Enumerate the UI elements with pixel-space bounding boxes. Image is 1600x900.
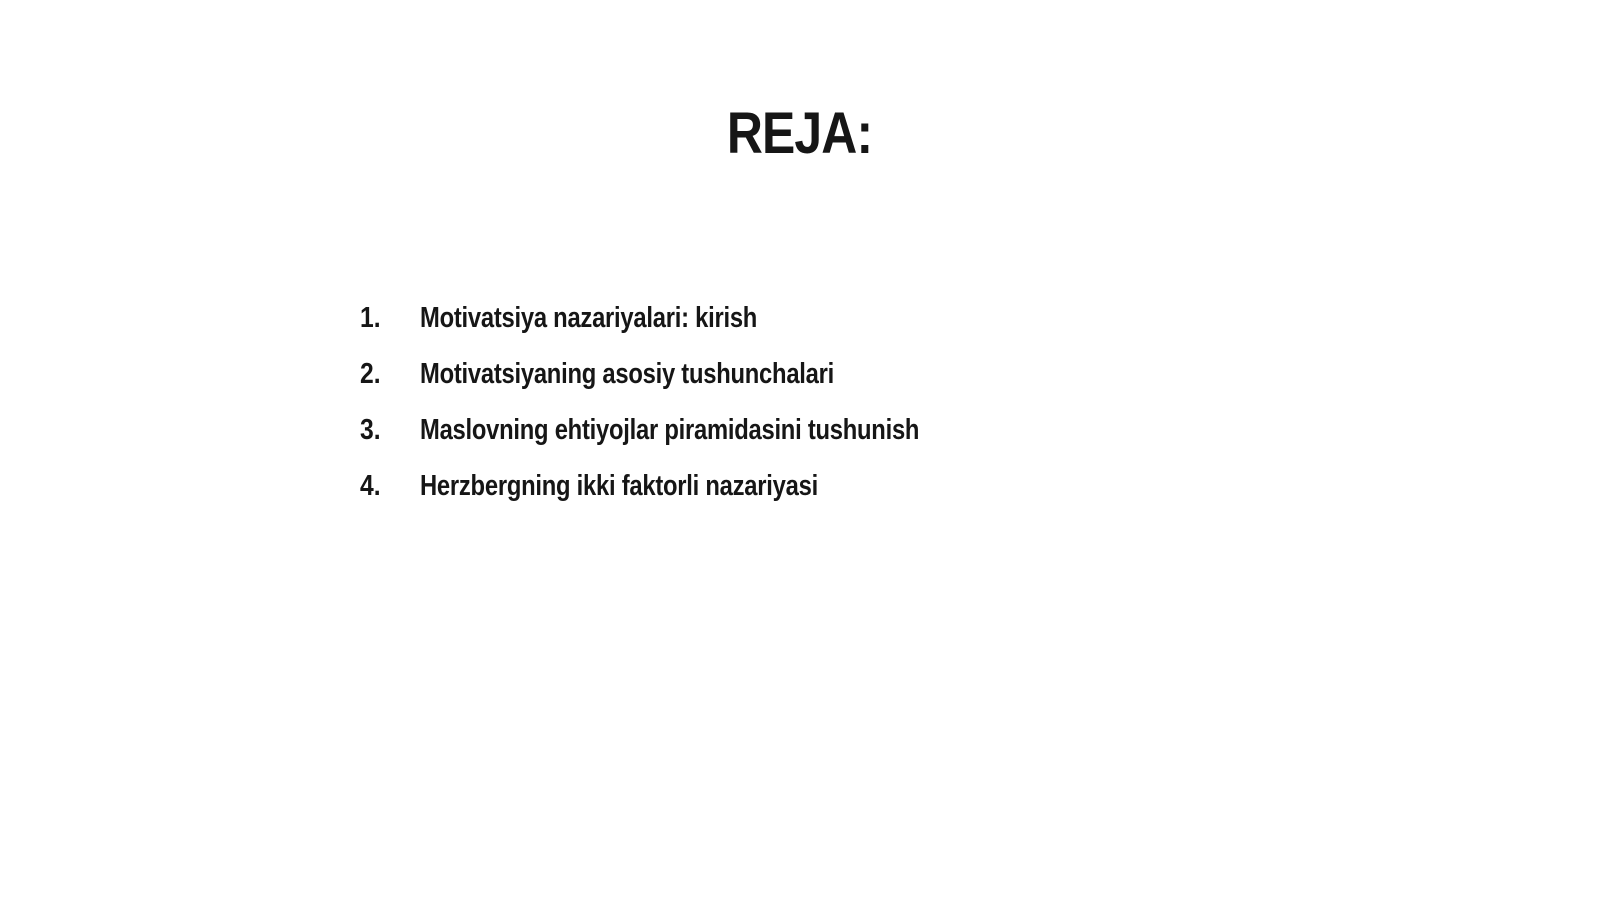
agenda-item-1 — [360, 290, 1029, 346]
agenda-item-text: Motivatsiya nazariyalari: kirish — [420, 302, 758, 334]
agenda-item-text: Herzbergning ikki faktorli nazariyasi — [420, 470, 818, 502]
agenda-item-number: 2. — [360, 358, 381, 390]
agenda-item-number: 4. — [360, 470, 381, 502]
agenda-list — [360, 290, 1029, 514]
slide-title-text: REJA: — [727, 101, 873, 166]
agenda-item-4 — [360, 458, 1029, 514]
agenda-item-2 — [360, 346, 1029, 402]
agenda-item-3 — [360, 402, 1029, 458]
agenda-item-text: Motivatsiyaning asosiy tushunchalari — [420, 358, 835, 390]
slide-title — [0, 98, 1600, 170]
agenda-item-number: 3. — [360, 414, 381, 446]
agenda-item-text: Maslovning ehtiyojlar piramidasini tushunish — [420, 414, 920, 446]
agenda-item-number: 1. — [360, 302, 381, 334]
